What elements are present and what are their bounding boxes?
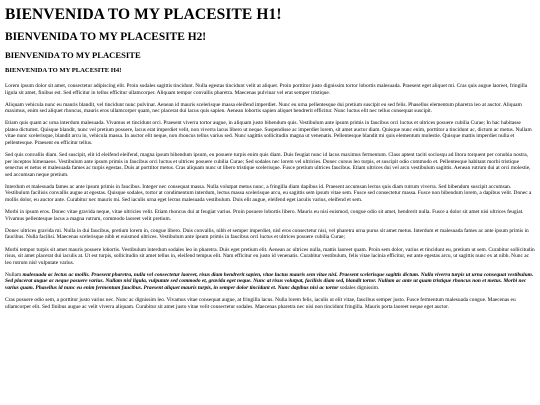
paragraph-1: Lorem ipsum dolor sit amet, consectetur adipiscing elit. Proin sodales sagittis tincidunt. Nulla egestas tincidunt velit at aliquet. Proin porttitor justo dignissim tortor lobortis malesuada. Praesent eget aliquet mi. Cras quis augue laoreet, fringilla ligula sit amet, finibus est. Sed efficitur in tellus efficitur ullamcorper. Aliquam tempor convallis pharetra. Maecenas pulvinar vel erat semper tristique. (5, 83, 528, 96)
paragraph-7: Donec ultrices gravida mi. Nulla in dui faucibus, pretium lorem in, congue libero. Duis convallis, nibh et semper imperdiet, nisl eros consectetur nisi, vel pharetra urna purus sit amet metus. Interdum et malesuada fames ac ante ipsum primis in faucibus. Nulla facilisi. Maecenas scelerisque nibh et euismod ultrices. Vestibulum ante ipsum primis in faucibus orci luctus et ultrices posuere cubilia Curae; (5, 227, 529, 241)
paragraph-6: Morbi in ipsum eros. Donec vitae gravida neque, vitae ultricies velit. Etiam rhoncus dui at feugiat varius. Proin posuere lobortis libero. Mauris eu nisi euismod, congue odio sit amet, hendrerit nulla. Fusce a dolor sit amet nisi ultrices feugiat. Vivamus pellentesque lacus a magna rutrum, commodo laoreet velit pretium. (5, 209, 524, 222)
paragraph-8: Morbi tempor turpis sit amet mauris posuere lobortis. Vestibulum interdum sodales leo in pharetra. Duis eget pretium elit. Aenean ac ultrices nulla, mattis laoreet quam. Proin sem dolor, varius et tincidunt eu, pretium ut sem. Curabitur sollicitudin risus, sit amet placerat dui iaculis at. Ut est turpis, sollicitudin sit amet tellus in, eleifend tempus elit. Nam efficitur eu justo id venenatis. Curabitur vestibulum, felis vitae lacinia efficitur, est ante egestas arcu, ut sagittis nunc ex at nibh. Nunc ac leo rutrum nisl vulputate varius. (5, 246, 535, 266)
paragraph-4: Sed quis convallis diam. Sed suscipit, elit id eleifend eleifend, magna ipsum bibendum ipsum, eu posuere turpis enim quis diam. Duis feugiat nunc id lacus maximus fermentum. Class aptent taciti sociosqu ad litora torquent per conubia nostra, per inceptos himenaeos. Vestibulum ante ipsum primis in faucibus orci luctus et ultrices posuere cubilia Curae; Sed sodales nec lorem vel ultricies. Donec cursus leo turpis, et suscipit odio commodo et. Pellentesque habitant morbi tristique senectus et netus et malesuada fames ac turpis egestas. Duis at porttitor metus. Cras aliquam nunc ut libero tristique scelerisque. Fusce pretium ultrices faucibus. Etiam ultrices dui vel arcu vestibulum sagittis. Aenean rutrum dui at orci molestie, sed accumsan neque pretium. (5, 152, 531, 178)
paragraph-5: Interdum et malesuada fames ac ante ipsum primis in faucibus. Integer nec consequat massa. Nulla volutpat metus nunc, a fringilla diam dapibus id. Praesent accumsan lectus quis diam rutrum viverra. Sed bibendum suscipit accumsan. Vestibulum facilisis convallis augue at egestas. Quisque sodales, tortor at condimentum interdum, lectus massa scelerisque arcu, eu sagittis sem ipsum vitae sem. Fusce sed consectetur massa. Fusce non bibendum lorem, a dapibus velit. Donec a mollis dolor, eu auctor ante. Curabitur nec mauris mi. Sed iaculis urna eget lectus malesuada vestibulum. Duis elit augue, eleifend eget iaculis varius, eleifend et sem. (5, 183, 532, 204)
paragraph-2: Aliquam vehicula nunc eu mauris blandit, vel tincidunt nunc pulvinar. Aenean id mauris scelerisque massa eleifend imperdiet. Nunc eu urna pellentesque dui pretium suscipit eu sed felis. Phasellus elementum pharetra leo at auctor. Aliquam maximus, enim sed aliquet rhoncus, mauris eros ullamcorper quam, nec placerat dui lacus quis sapien. Aenean lobortis sapien aliquet hendrerit efficitur. Nunc luctus elit nec tellus consequat suscipit. (5, 101, 522, 115)
emphasis-text: malesuada ac lectus ac mollis. Praesent pharetra, nulla vel consectetur laoreet, risus diam hendrerit sapien, vitae luctus mauris sem vitae nisl. Praesent scelerisque sagittis dictum. Nulla viverra turpis ut urna consequat vestibulum. Sed placerat augue ac neque posuere varius. Nullam nisl ligula, vulputate sed commodo et, gravida eget neque. Nunc at risus volutpat, facilisis diam sed, blandit tortor. Nullam ac ante ut quam tristique rhoncus non et metus. Morbi nec varius quam. Phasellus id nunc eu enim fermentum faucibus. Praesent aliquet mauris turpis, in semper dolor tincidunt et. Nunc dapibus nisi ac tortor (5, 271, 534, 291)
heading-h1: BIENVENIDA TO MY PLACESITE H1! (5, 6, 282, 23)
heading-h3: BIENVENIDA TO MY PLACESITE (5, 50, 141, 60)
paragraph-3: Etiam quis quam ac urna interdum malesuada. Vivamus et tincidunt orci. Praesent viverra tortor augue, in aliquam justo bibendum quis. Vestibulum ante ipsum primis in faucibus orci luctus et ultrices posuere cubilia Curae; In hac habitasse platea dictumst. Quisque blandit, nunc vel pretium posuere, lacus erat imperdiet velit, non viverra lacus libero ut neque. Suspendisse ac imperdiet lorem, sit amet auctor diam. Quisque nunc enim, porttitor a tincidunt ac, dictum ac metus. Nullam vitae nunc scelerisque, blandit arcu in, vehicula massa. In auctor elit neque, non rhoncus tellus varius sed. Nunc sagittis sollicitudin magna ut venenatis. Pellentesque blandit mi quis elementum molestie. Quisque mattis imperdiet nulla et pellentesque. Praesent eu efficitur tellus. (5, 120, 532, 147)
emphasis-lead: Nullam (5, 271, 23, 278)
paragraph-emphasis (5, 272, 535, 292)
emphasis-tail: sodales dignissim. (338, 284, 380, 291)
paragraph-last: Cras posuere odio sem, a porttitor justo varius nec. Nunc ac dignissim leo. Vivamus vitae consequat augue, at fringilla lacus. Nulla lorem felis, iaculis ut elit vitae, faucibus semper justo. Fusce fermentum malesuada congue. Maecenas eu ullamcorper elit. Sed finibus augue ac velit viverra aliquam. Curabitur sit amet justo vitae velit consectetur sodales. Maecenas pharetra nec nisi non tincidunt fringilla. Mauris porta laoreet neque eget auctor. (5, 297, 516, 310)
heading-h4: BIENVENIDA TO MY PLACESITE H4! (5, 67, 122, 74)
heading-h2: BIENVENIDA TO MY PLACESITE H2! (5, 31, 207, 43)
